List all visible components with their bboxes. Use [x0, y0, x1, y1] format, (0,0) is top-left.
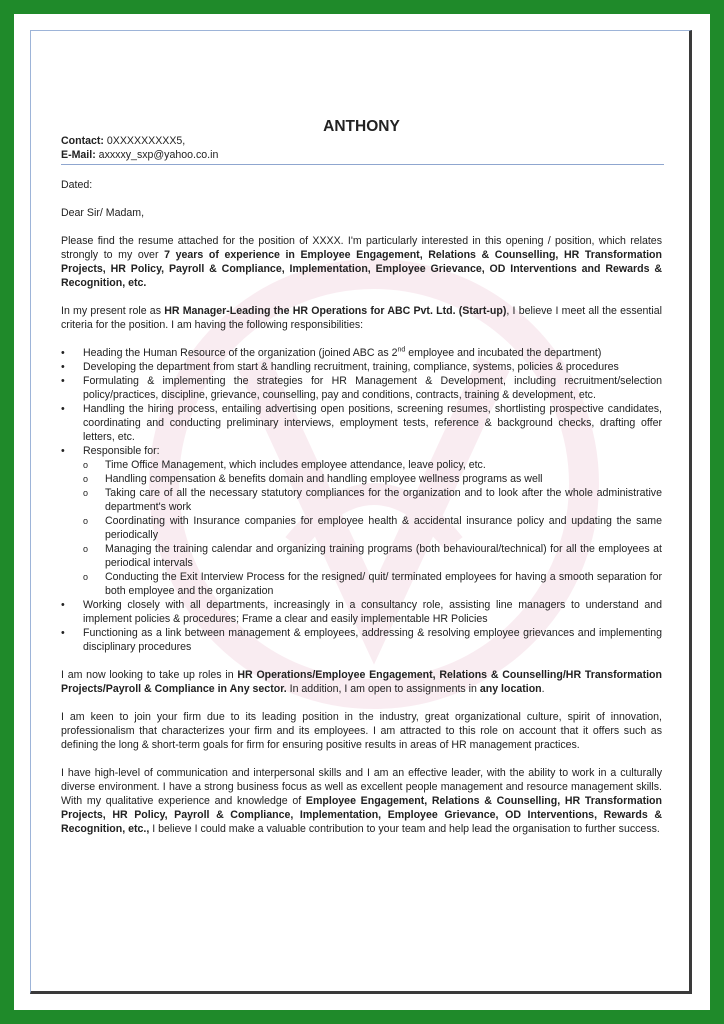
sub-list-item-text: Time Office Management, which includes employee attendance, leave policy, etc.	[105, 459, 486, 471]
sub-list	[83, 458, 662, 598]
email-line	[61, 148, 662, 162]
contact-label: Contact:	[61, 135, 104, 147]
role-text-2: , I believe I meet all the essential criteria for the position. I am having the following responsibilities:	[61, 305, 662, 331]
list-item	[61, 402, 662, 444]
role-highlight: HR Manager-Leading the HR Operations for ABC Pvt. Ltd. (Start-up)	[164, 305, 507, 317]
sub-list-item	[83, 486, 662, 514]
list-item-text: Working closely with all departments, increasingly in a consultancy role, assisting line managers to understand and implement policies & procedures; Frame a clear and easily implementable HR Policies	[83, 599, 662, 625]
circle-bullet-icon: o	[83, 544, 89, 554]
bullet-icon: •	[61, 403, 65, 415]
salutation: Dear Sir/ Madam,	[61, 207, 145, 219]
circle-bullet-icon: o	[83, 516, 89, 526]
sub-list-item-text: Handling compensation & benefits domain and handling employee wellness programs as well	[105, 473, 543, 485]
dated-line: Dated:	[61, 179, 93, 191]
skills-text-1: I have high-level of communication and interpersonal skills and I am an effective leader, with the ability to work in a culturally diverse environment. I have a strong business focus as well as excellent people management and resource management skills. With my qualitative experience and knowledge of	[61, 767, 662, 807]
list-item	[61, 598, 662, 626]
list-item-text: employee and incubated the department)	[405, 347, 602, 359]
letter-body	[61, 120, 662, 836]
sub-list-item	[83, 458, 662, 472]
bullet-icon: •	[61, 347, 65, 359]
motivation-paragraph: I am keen to join your firm due to its leading position in the industry, great organizational culture, spirit of innovation, professionalism that characterizes your firm and its employees. I am attracted to this role on account that it offers such as defining the long & short-term goals for firm for ensuring positive results in areas of HR management practices.	[61, 711, 662, 751]
sub-list-item	[83, 472, 662, 486]
target-text-2: In addition, I am open to assignments in	[286, 683, 480, 695]
location-highlight: any location	[479, 683, 542, 695]
target-text-1: I am now looking to take up roles in	[61, 669, 238, 681]
sub-list-item-text: Conducting the Exit Interview Process for the resigned/ quit/ terminated employees for having a smooth separation for both employee and the organization	[105, 571, 662, 597]
list-item-text: Handling the hiring process, entailing advertising open positions, screening resumes, shortlisting prospective candidates, coordinating and conducting preliminary interviews, employment tests, reference & background checks, drafting offer letters, etc.	[83, 403, 662, 443]
list-item	[61, 444, 662, 598]
sub-list-item	[83, 570, 662, 598]
list-item	[61, 626, 662, 654]
target-text-3: .	[541, 683, 545, 695]
bullet-icon: •	[61, 445, 65, 457]
list-item-text: Heading the Human Resource of the organization (joined ABC as 2	[83, 347, 398, 359]
list-item	[61, 360, 662, 374]
email-value: axxxxy_sxp@yahoo.co.in	[95, 149, 219, 161]
list-item-text: Formulating & implementing the strategies for HR Management & Development, including recruitment/selection policy/practices, discipline, grievance, counselling, pay and conditions, contracts, training & development, etc.	[83, 375, 662, 401]
skills-text-2: I believe I could make a valuable contribution to your team and help lead the organisation to further success.	[149, 823, 660, 835]
sub-list-item-text: Taking care of all the necessary statutory compliances for the organization and to look after the whole administrative department's work	[105, 487, 662, 513]
contact-value: 0XXXXXXXXX5,	[103, 135, 186, 147]
current-role-paragraph	[61, 304, 662, 332]
circle-bullet-icon: o	[83, 572, 89, 582]
target-roles-paragraph	[61, 668, 662, 696]
skills-paragraph	[61, 766, 662, 836]
intro-text: Please find the resume attached for the position of XXXX. I'm particularly interested in this opening / position, which relates strongly to my over	[61, 235, 662, 261]
sub-list-item	[83, 514, 662, 542]
bullet-icon: •	[61, 375, 65, 387]
applicant-name: ANTHONY	[323, 118, 400, 135]
target-highlight: HR Operations/Employee Engagement, Relations & Counselling/HR Transformation Projects/Payroll & Compliance in Any sector.	[61, 669, 662, 695]
circle-bullet-icon: o	[83, 474, 89, 484]
superscript: nd	[397, 346, 406, 354]
list-item	[61, 346, 662, 360]
sub-list-item	[83, 542, 662, 570]
bullet-icon: •	[61, 627, 65, 639]
skills-highlight: Employee Engagement, Relations & Counselling, HR Transformation Projects, HR Policy, Payroll & Compliance, Implementation, Employee Grievance, OD Interventions, Rewards & Recognition, etc.,	[61, 795, 663, 835]
sub-list-item-text: Managing the training calendar and organizing training programs (both behavioural/technical) for all the employees at periodical intervals	[105, 543, 662, 569]
intro-paragraph	[61, 234, 662, 290]
bullet-icon: •	[61, 361, 65, 373]
list-item-text: Developing the department from start & handling recruitment, training, compliance, systems, policies & procedures	[83, 361, 619, 373]
contact-line	[61, 134, 662, 148]
role-text-1: In my present role as	[61, 305, 165, 317]
intro-highlight: 7 years of experience in Employee Engagement, Relations & Counselling, HR Transformation Projects, HR Policy, Payroll & Compliance, Implementation, Employee Grievance, OD Interventions and Rewards & Recognition, etc.	[61, 249, 662, 289]
circle-bullet-icon: o	[83, 460, 89, 470]
circle-bullet-icon: o	[83, 488, 89, 498]
responsibility-list	[61, 346, 662, 654]
list-item-text: Responsible for:	[83, 445, 160, 457]
list-item	[61, 374, 662, 402]
bullet-icon: •	[61, 599, 65, 611]
list-item-text: Functioning as a link between management & employees, addressing & resolving employee grievances and implementing disciplinary procedures	[83, 627, 662, 653]
sub-list-item-text: Coordinating with Insurance companies for employee health & accidental insurance policy and updating the same periodically	[105, 515, 662, 541]
email-label: E-Mail:	[61, 149, 96, 161]
